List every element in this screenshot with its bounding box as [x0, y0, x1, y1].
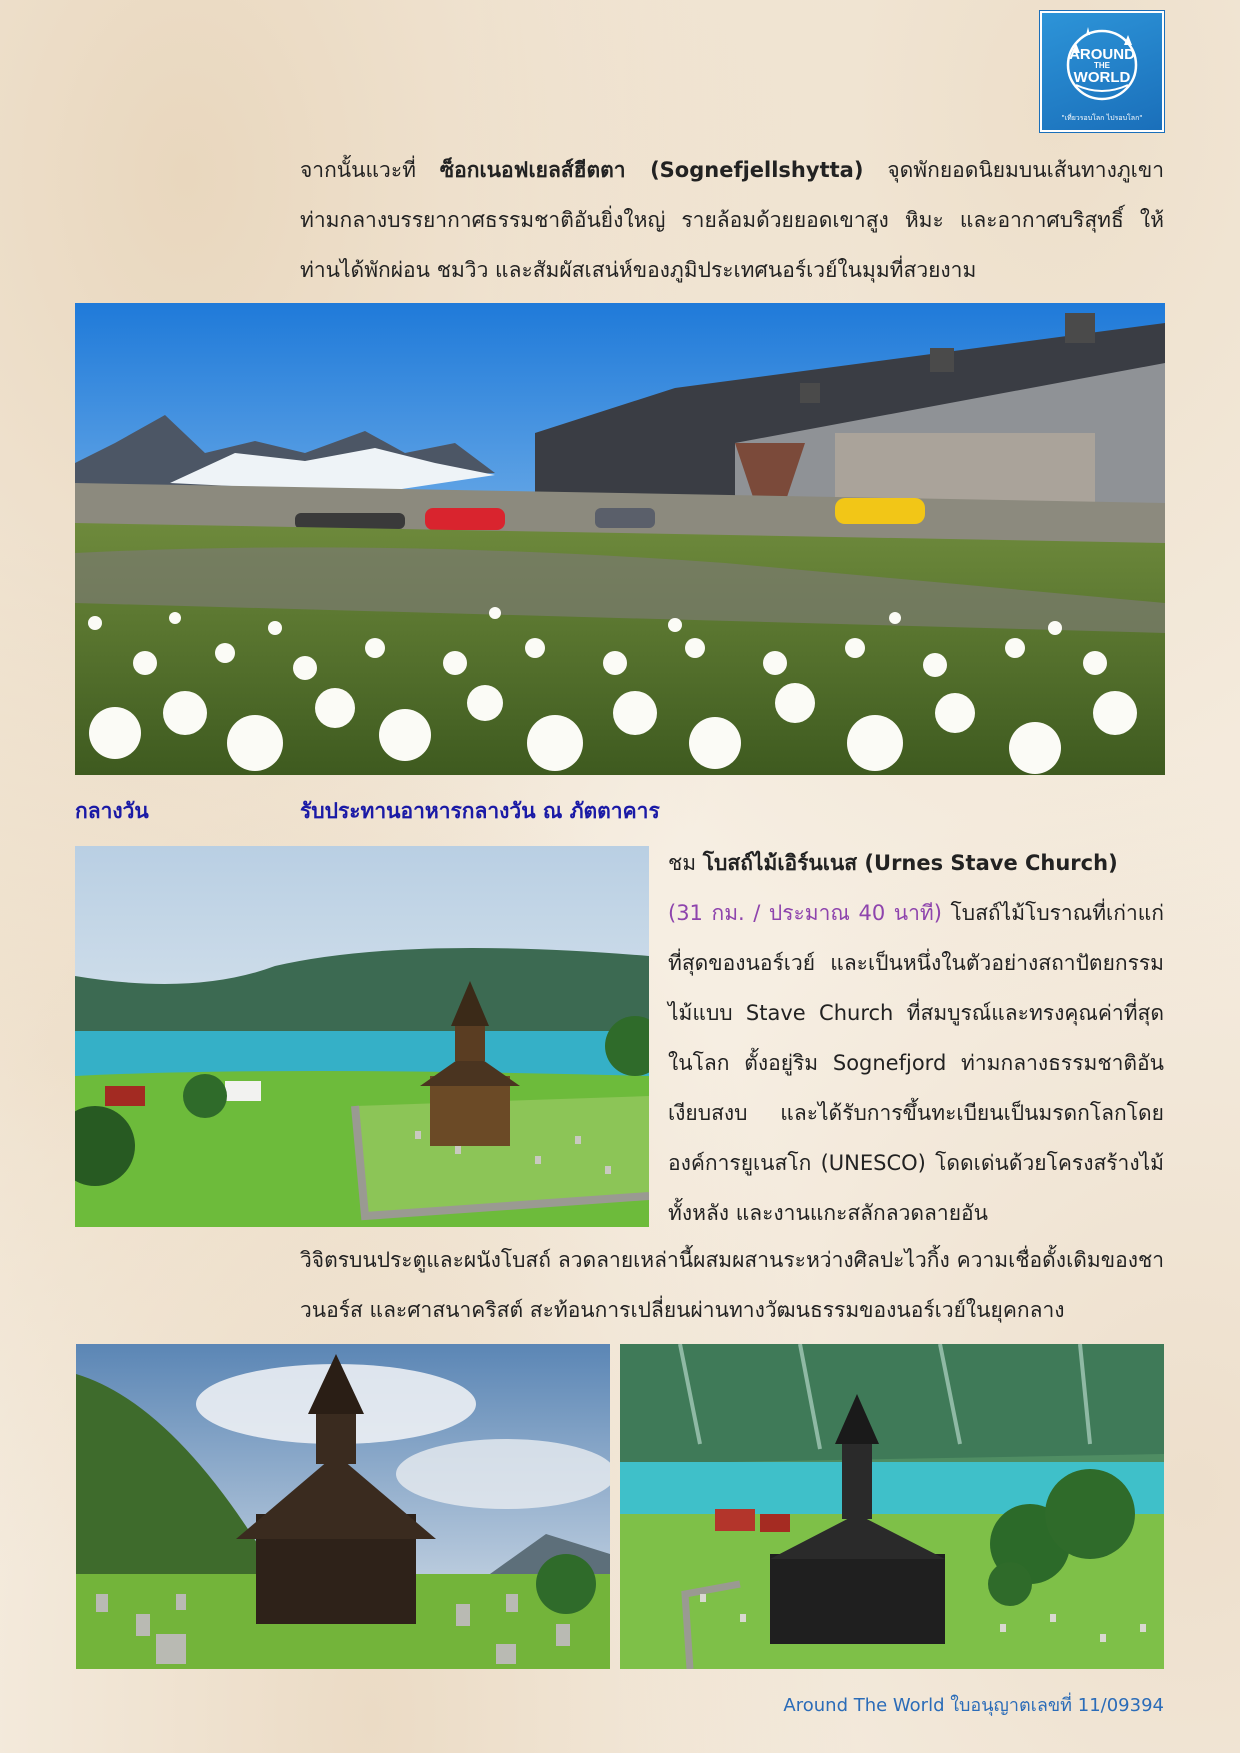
logo-line-1: AROUND — [1069, 46, 1135, 63]
church-paragraph — [668, 838, 1164, 1238]
church-name: โบสถ์ไม้เอิร์นเนส (Urnes Stave Church) — [702, 851, 1118, 875]
photo-urnes-church-graveyard — [76, 1344, 610, 1669]
logo-line-2: THE — [1094, 61, 1110, 70]
intro-paragraph — [300, 145, 1164, 295]
company-logo — [1040, 11, 1164, 132]
schedule-time-label: กลางวัน — [75, 799, 149, 823]
church-lead: ชม — [668, 851, 703, 875]
footer-license: Around The World ใบอนุญาตเลขที่ 11/09394 — [783, 1695, 1164, 1716]
logo-slogan: "เที่ยวรอบโลก ไปรอบโลก" — [1061, 114, 1143, 122]
church-text-below: วิจิตรบนประตูและผนังโบสถ์ ลวดลายเหล่านี้ผสมผสานระหว่างศิลปะไวกิ้ง ความเชื่อดั้งเดิมของชาวนอร์ส และศาสนาคริสต์ สะท้อนการเปลี่ยนผ่านทางวัฒนธรรมของนอร์เวย์ในยุคกลาง — [300, 1248, 1164, 1322]
church-text-beside: โบสถ์ไม้โบราณที่เก่าแก่ที่สุดของนอร์เวย์ และเป็นหนึ่งในตัวอย่างสถาปัตยกรรมไม้แบบ Stave Church ที่สมบูรณ์และทรงคุณค่าที่สุดในโลก ตั้งอยู่ริม Sognefjord ท่ามกลางธรรมชาติอันเงียบสงบ และได้รับการขึ้นทะเบียนเป็นมรดกโลกโดยองค์การยูเนสโก (UNESCO) โดดเด่นด้วยโครงสร้างไม้ทั้งหลัง และงานแกะสลักลวดลายอัน — [668, 901, 1164, 1225]
photo-sognefjellshytta — [75, 303, 1165, 775]
intro-text: จุดพักยอดนิยมบนเส้นทางภูเขาท่ามกลางบรรยากาศธรรมชาติอันยิ่งใหญ่ รายล้อมด้วยยอดเขาสูง หิมะ และอากาศบริสุทธิ์ ให้ท่านได้พักผ่อน ชมวิว และสัมผัสเสน่ห์ของภูมิประเทศนอร์เวย์ในมุมที่สวยงาม — [300, 158, 1164, 282]
logo-wordmark — [1042, 47, 1162, 85]
photo-urnes-church-aerial — [620, 1344, 1164, 1669]
logo-line-3: WORLD — [1073, 69, 1131, 86]
intro-place-name: ซ็อกเนอฟเยลส์ฮีตตา (Sognefjellshytta) — [439, 158, 864, 182]
intro-lead: จากนั้นแวะที่ — [300, 158, 440, 182]
church-distance: (31 กม. / ประมาณ 40 นาที) — [668, 901, 942, 925]
schedule-activity: รับประทานอาหารกลางวัน ณ ภัตตาคาร — [300, 799, 660, 823]
photo-urnes-church-fjord — [75, 846, 649, 1227]
